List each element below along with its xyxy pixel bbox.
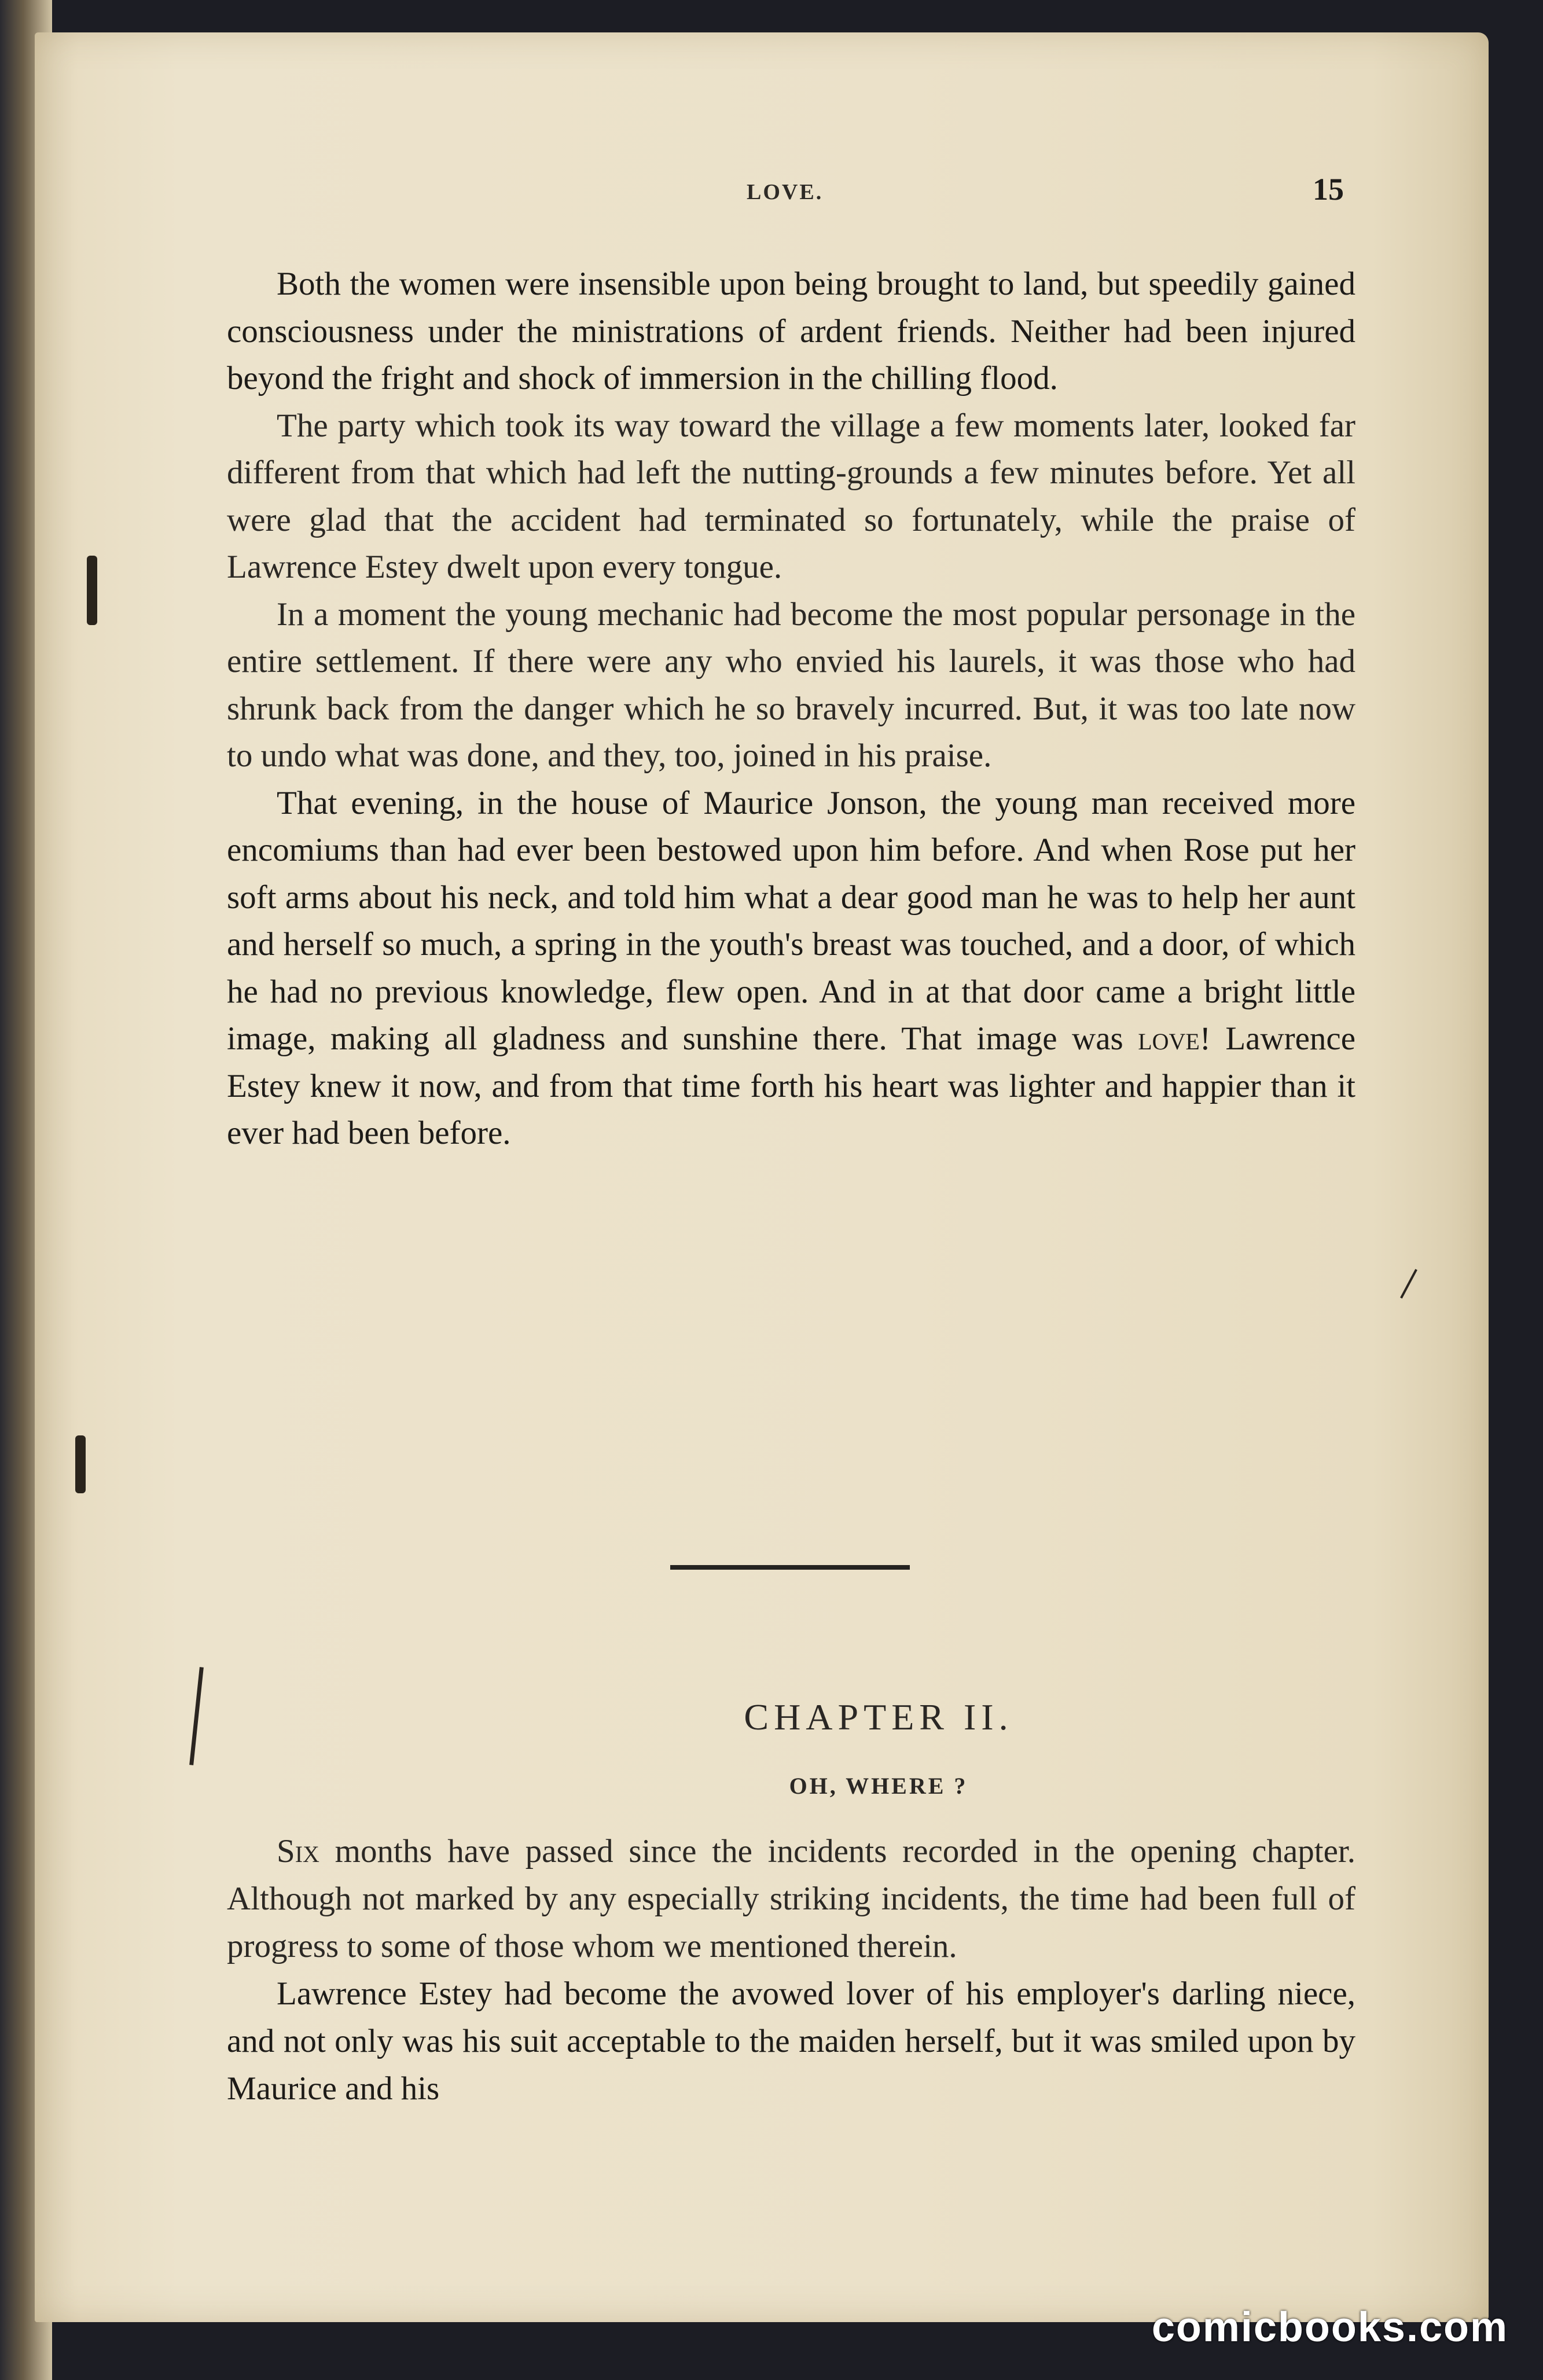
watermark-logo: comicbooks.com [1151, 2304, 1508, 2350]
binding-thread-mark [75, 1435, 86, 1493]
paragraph-text: months have passed since the incidents recorded in the opening chapter. Although not marked by any especially striking incidents, the time had been full of progress to some of those whom we mentioned therein. [227, 1833, 1355, 1964]
binding-thread-mark [87, 556, 97, 625]
paragraph [227, 1828, 1355, 1970]
paragraph-lead: Six [277, 1833, 319, 1870]
paragraph-text: ! Lawrence Estey knew it now, and from that time forth his heart was lighter and happier than it ever had been before. [227, 1020, 1355, 1151]
chapter-subtitle: OH, WHERE ? [789, 1773, 968, 1799]
paragraph: The party which took its way toward the village a few moments later, looked far different from that which had left the nutting-grounds a few minutes before. Yet all were glad that the accident had terminated so fortunately, while the praise of Lawrence Estey dwelt upon every tongue. [227, 407, 1355, 585]
paragraph [227, 780, 1355, 1157]
section-divider [670, 1565, 910, 1570]
paragraph-text: That evening, in the house of Maurice Jonson, the young man received more encomiums than had ever been bestowed upon him before. And when Rose put her soft arms about his neck, and told him what a dear good man he was to help her aunt and herself so much, a spring in the youth's breast was touched, and a door, of which he had no previous knowledge, flew open. And in at that door came a bright little image, making all gladness and sunshine there. That image was [227, 784, 1355, 1057]
body-text [227, 260, 1355, 1157]
emphasis-love: love [1138, 1020, 1200, 1057]
page-number: 15 [1313, 172, 1344, 207]
paragraph: In a moment the young mechanic had become the most popular personage in the entire settlement. If there were any who envied his laurels, it was those who had shrunk back from the danger which he so bravely incurred. But, it was too late now to undo what was done, and they, too, joined in his praise. [227, 596, 1355, 774]
paragraph: Lawrence Estey had become the avowed lover of his employer's darling niece, and not only was his suit acceptable to the maiden herself, but it was smiled upon by Maurice and his [227, 1975, 1355, 2107]
chapter-title: CHAPTER II. [744, 1696, 1013, 1738]
running-head: LOVE. [747, 180, 824, 204]
paragraph: Both the women were insensible upon being brought to land, but speedily gained consciousness under the ministrations of ardent friends. Neither had been injured beyond the fright and shock of immersion in the chilling flood. [227, 266, 1355, 396]
chapter-body-text [227, 1828, 1355, 2113]
page-header [0, 168, 1543, 214]
